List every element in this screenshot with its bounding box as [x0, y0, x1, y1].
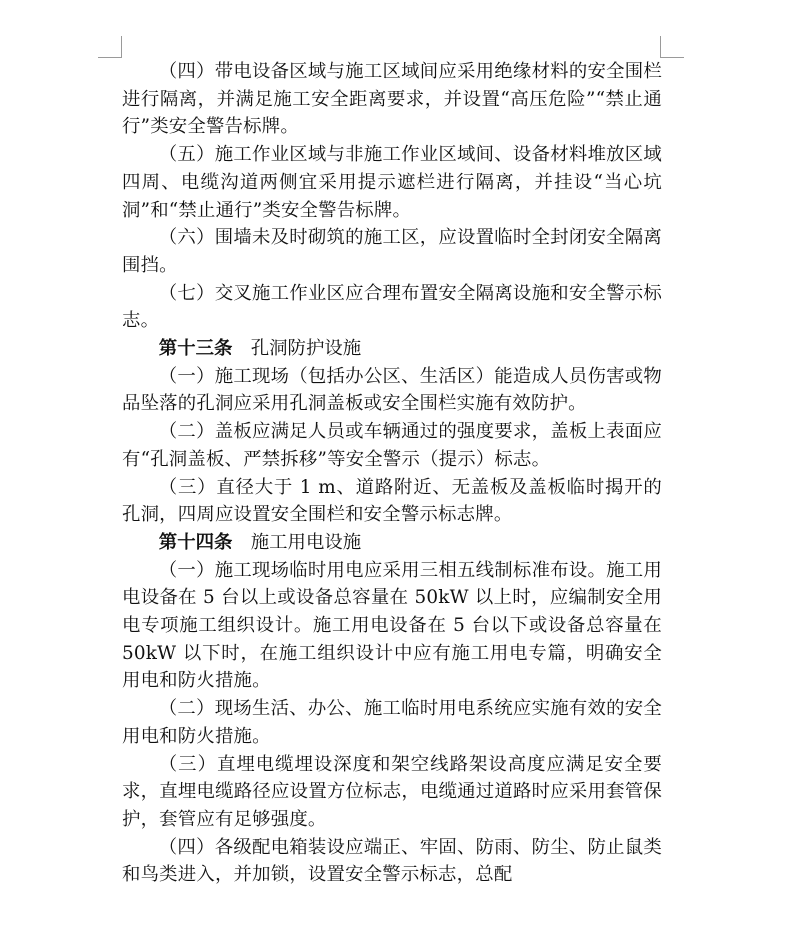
- paragraph-item-2: （二）现场生活、办公、施工临时用电系统应实施有效的安全用电和防火措施。: [122, 698, 662, 747]
- paragraph-item-2: （二）盖板应满足人员或车辆通过的强度要求，盖板上表面应有“孔洞盖板、严禁拆移”等安全警示（提示）标志。: [122, 421, 662, 470]
- crop-mark-top-right: [660, 36, 661, 58]
- article-number: 第十四条: [158, 531, 233, 553]
- paragraph-item-1: （一）施工现场（包括办公区、生活区）能造成人员伤害或物品坠落的孔洞应采用孔洞盖板或安全围栏实施有效防护。: [122, 365, 662, 415]
- crop-mark-top-left: [121, 36, 122, 58]
- article-title: 孔洞防护设施: [250, 338, 362, 360]
- article-title: 施工用电设施: [250, 531, 362, 553]
- article-13-heading: [122, 335, 662, 363]
- article-number: 第十三条: [158, 338, 233, 360]
- paragraph-item-7: （七）交叉施工作业区应合理布置安全隔离设施和安全警示标志。: [122, 282, 662, 332]
- paragraph-item-4: （四）带电设备区域与施工区域间应采用绝缘材料的安全围栏进行隔离，并满足施工安全距离要求，并设置“高压危险”“禁止通行”类安全警告标牌。: [122, 61, 662, 138]
- paragraph-item-1: （一）施工现场临时用电应采用三相五线制标准布设。施工用电设备在 5 台以上或设备总容量在 50kW 以上时，应编制安全用电专项施工组织设计。施工用电设备在 5 台以下或设备总容量在 50kW 以下时，在施工组织设计中应有施工用电专篇，明确安全用电和防火措施。: [122, 559, 662, 692]
- paragraph-item-5: （五）施工作业区域与非施工作业区域间、设备材料堆放区域四周、电缆沟道两侧宜采用提示遮栏进行隔离，并挂设“当心坑洞”和“禁止通行”类安全警告标牌。: [122, 144, 662, 221]
- document-body: [122, 58, 662, 889]
- article-14-heading: [122, 529, 662, 557]
- crop-mark-top-left: [98, 57, 122, 58]
- paragraph-item-6: （六）围墙未及时砌筑的施工区，应设置临时全封闭安全隔离围挡。: [122, 227, 662, 276]
- paragraph-item-3: （三）直径大于 1 m、道路附近、无盖板及盖板临时揭开的孔洞，四周应设置安全围栏和安全警示标志牌。: [122, 476, 662, 526]
- crop-mark-top-right: [660, 57, 684, 58]
- paragraph-item-3: （三）直埋电缆埋设深度和架空线路架设高度应满足安全要求，直埋电缆路径应设置方位标志，电缆通过道路时应采用套管保护，套管应有足够强度。: [122, 753, 662, 830]
- paragraph-item-4: （四）各级配电箱装设应端正、牢固、防雨、防尘、防止鼠类和鸟类进入，并加锁，设置安全警示标志，总配: [122, 836, 662, 886]
